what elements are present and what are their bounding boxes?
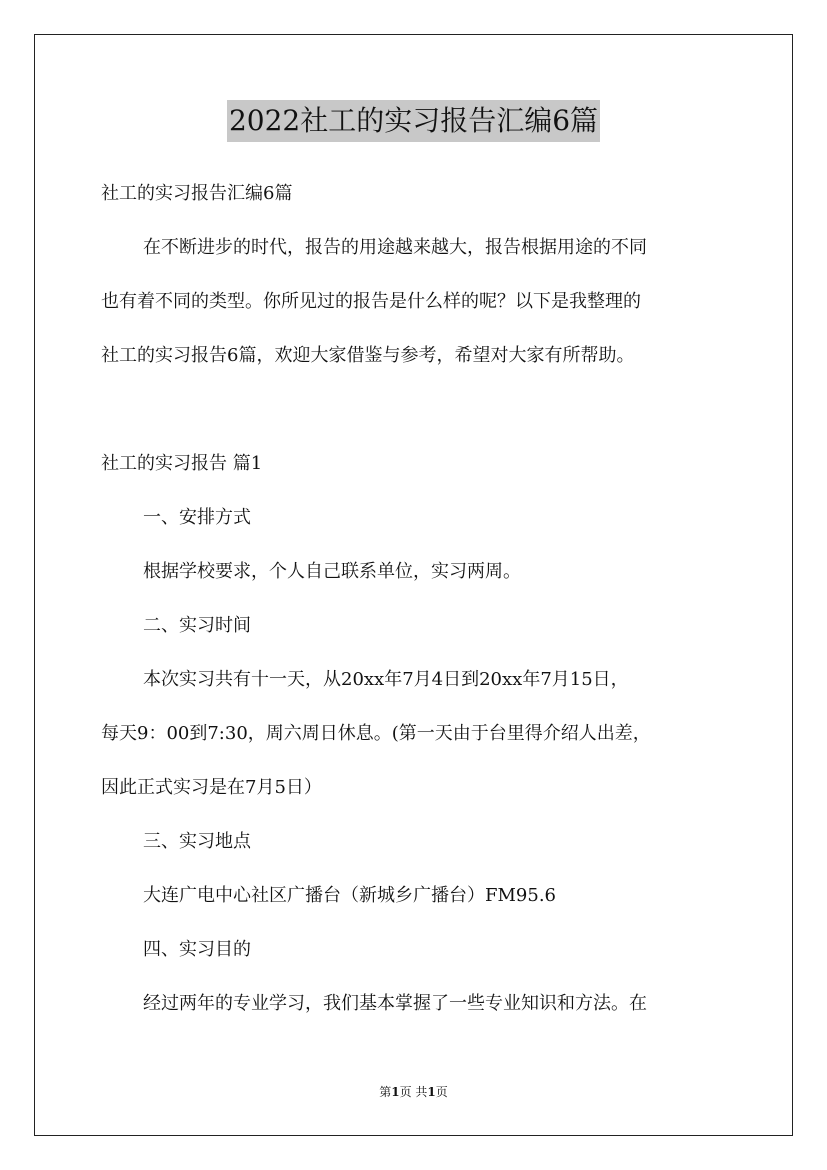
- purpose-text: 经过两年的专业学习，我们基本掌握了一些专业知识和方法。在: [143, 993, 647, 1014]
- document-title: 2022社工的实习报告汇编6篇: [227, 100, 600, 142]
- purpose-heading: 四、实习目的: [143, 939, 251, 960]
- location-text: 大连广电中心社区广播台（新城乡广播台）FM95.6: [143, 885, 556, 906]
- footer-page-total: 1: [427, 1085, 436, 1099]
- intro-line-2: 也有着不同的类型。你所见过的报告是什么样的呢？以下是我整理的: [101, 291, 641, 312]
- time-text-line-2: 每天9：00到7:30，周六周日休息。(第一天由于台里得介绍人出差，: [101, 723, 651, 744]
- footer-suffix: 页: [435, 1085, 448, 1099]
- intro-line-1: 在不断进步的时代，报告的用途越来越大，报告根据用途的不同: [143, 237, 647, 258]
- footer-prefix: 第: [379, 1085, 392, 1099]
- arrangement-heading: 一、安排方式: [143, 507, 251, 528]
- time-heading: 二、实习时间: [143, 615, 251, 636]
- time-text-line-3: 因此正式实习是在7月5日）: [101, 777, 322, 798]
- page-footer: [0, 1084, 827, 1100]
- title-container: [0, 100, 827, 142]
- document-subtitle: 社工的实习报告汇编6篇: [101, 183, 293, 204]
- section-heading: 社工的实习报告 篇1: [101, 453, 263, 474]
- location-heading: 三、实习地点: [143, 831, 251, 852]
- intro-line-3: 社工的实习报告6篇，欢迎大家借鉴与参考，希望对大家有所帮助。: [101, 345, 635, 366]
- arrangement-text: 根据学校要求，个人自己联系单位，实习两周。: [143, 561, 521, 582]
- footer-mid: 页 共: [399, 1085, 428, 1099]
- time-text-line-1: 本次实习共有十一天，从20xx年7月4日到20xx年7月15日，: [143, 669, 629, 690]
- footer-page-current: 1: [391, 1085, 400, 1099]
